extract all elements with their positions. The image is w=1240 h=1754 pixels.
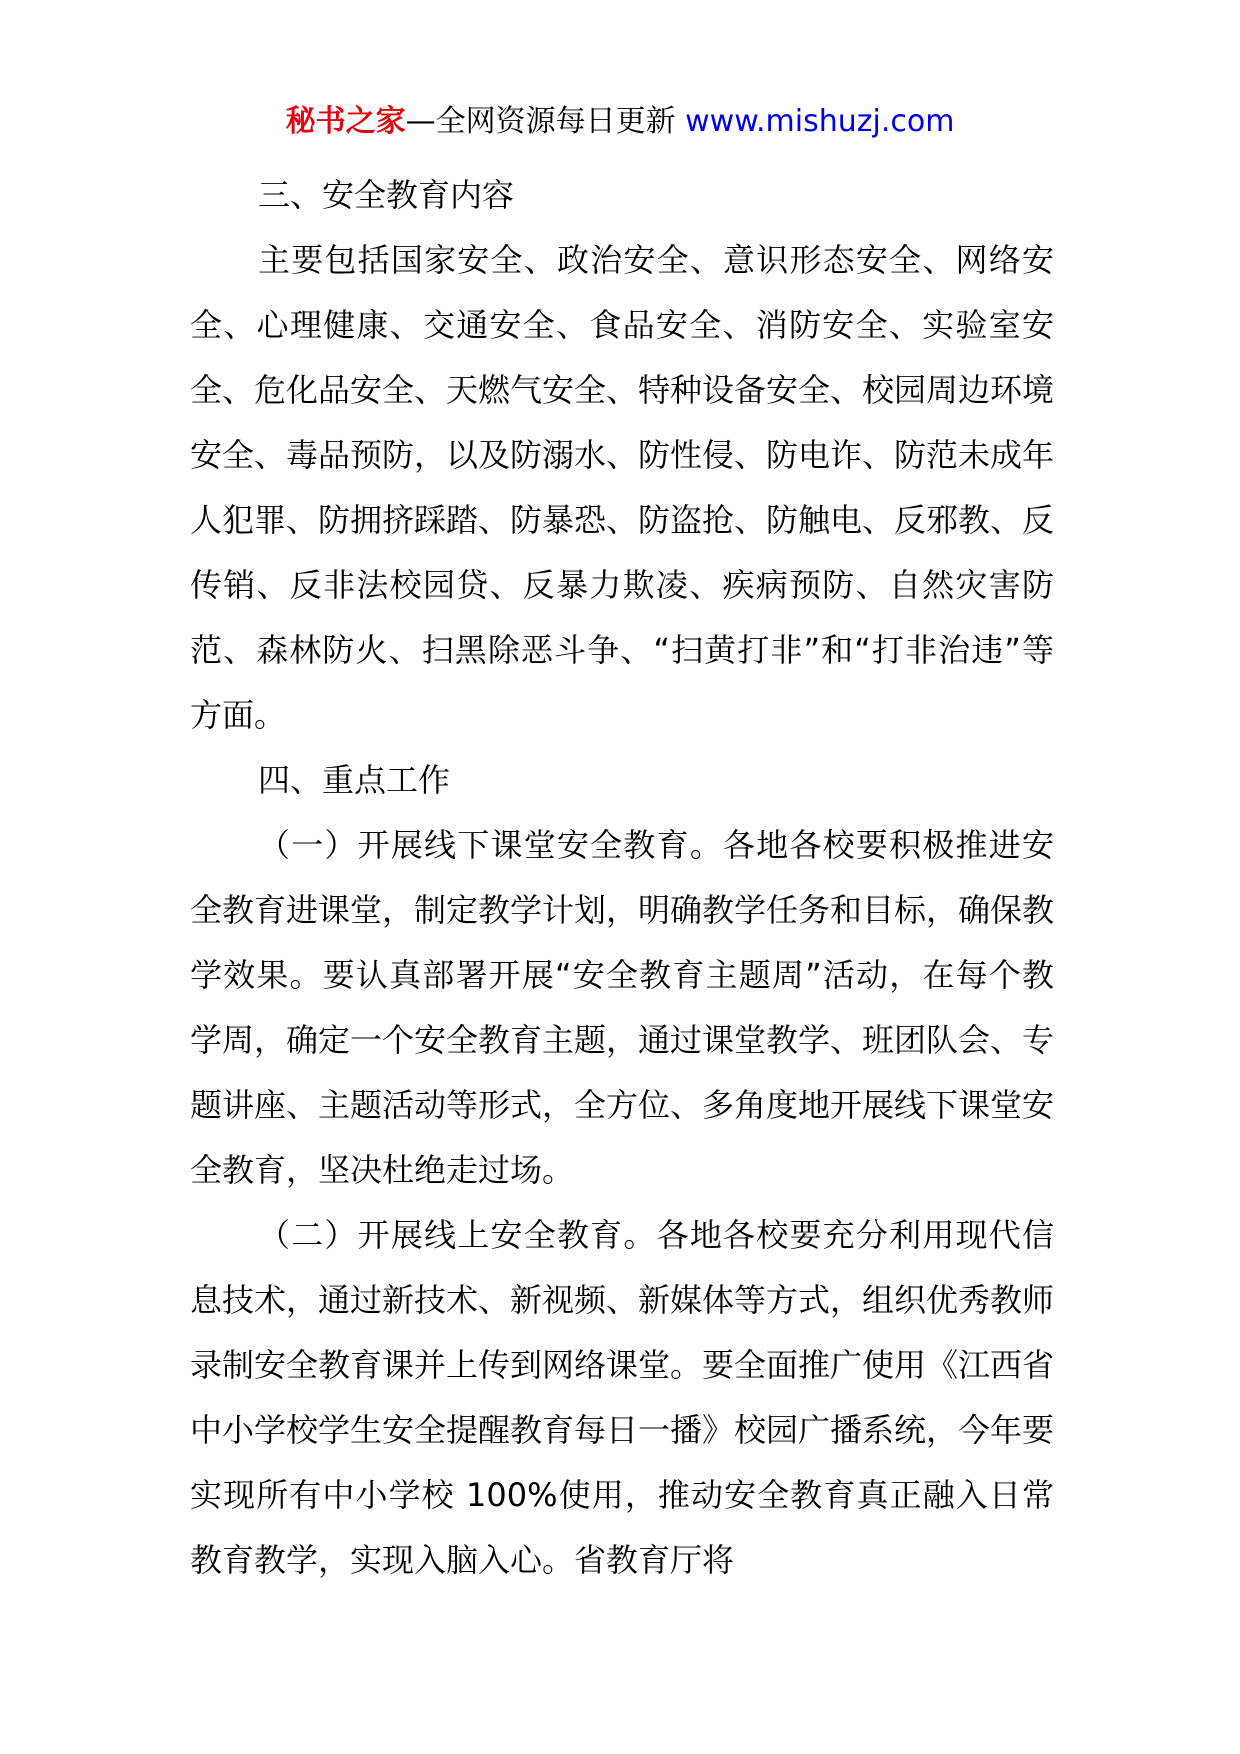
section-4-heading: 四、重点工作	[258, 761, 451, 799]
page-header	[0, 100, 1240, 144]
section-3-paragraph: 主要包括国家安全、政治安全、意识形态安全、网络安全、心理健康、交通安全、食品安全、消防安全、实验室安全、危化品安全、天燃气安全、特种设备安全、校园周边环境安全、毒品预防，以及防溺水、防性侵、防电诈、防范未成年人犯罪、防拥挤踩踏、防暴恐、防盗抢、防触电、反邪教、反传销、反非法校园贷、反暴力欺凌、疾病预防、自然灾害防范、森林防火、扫黑除恶斗争、“扫黄打非”和“打非治违”等方面。	[190, 241, 1055, 734]
site-url-link[interactable]: www.mishuzj.com	[685, 104, 955, 139]
item-2-paragraph: （二）开展线上安全教育。各地各校要充分利用现代信息技术，通过新技术、新视频、新媒体等方式，组织优秀教师录制安全教育课并上传到网络课堂。要全面推广使用《江西省中小学校学生安全提醒教育每日一播》校园广播系统，今年要实现所有中小学校 100%使用，推动安全教育真正融入日常教育教学，实现入脑入心。省教育厅将	[190, 1216, 1055, 1579]
section-3-heading: 三、安全教育内容	[258, 176, 515, 214]
item-1-paragraph: （一）开展线下课堂安全教育。各地各校要积极推进安全教育进课堂，制定教学计划，明确教学任务和目标，确保教学效果。要认真部署开展“安全教育主题周”活动，在每个教学周，确定一个安全教育主题，通过课堂教学、班团队会、专题讲座、主题活动等形式，全方位、多角度地开展线下课堂安全教育，坚决杜绝走过场。	[190, 826, 1055, 1189]
header-tagline: —全网资源每日更新	[405, 104, 686, 139]
document-body	[190, 163, 1054, 1593]
brand-name: 秘书之家	[285, 104, 406, 139]
